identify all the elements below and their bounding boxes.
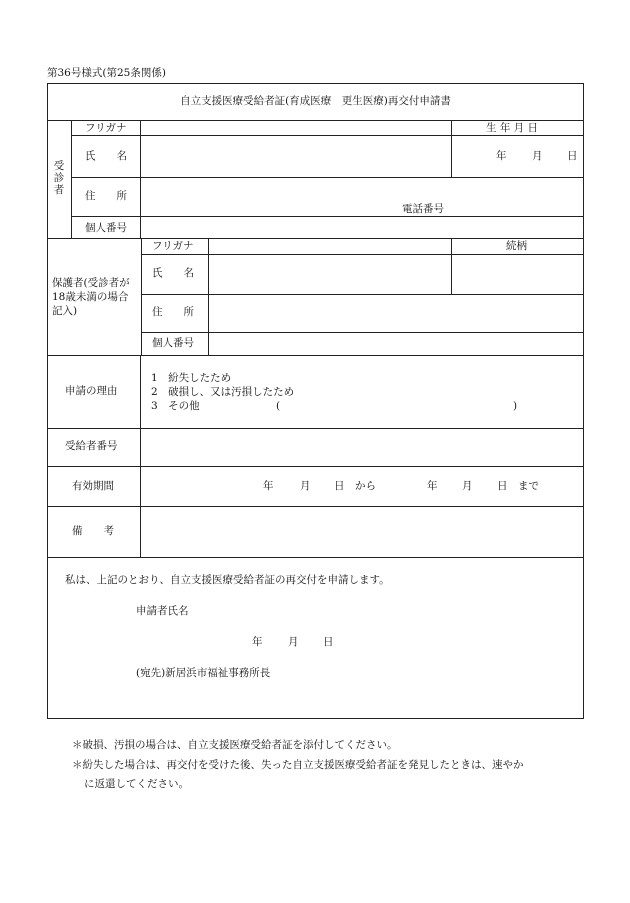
patient-birth-label: 生 年 月 日 bbox=[486, 122, 539, 134]
applicant-name-label: 申請者氏名 bbox=[136, 605, 189, 617]
rule-remarks-bottom bbox=[47, 557, 584, 558]
reason-label: 申請の理由 bbox=[65, 385, 118, 397]
rule-lower-label-divider bbox=[140, 355, 141, 557]
patient-address-label: 住 所 bbox=[85, 190, 127, 202]
validity-label: 有効期間 bbox=[72, 480, 114, 492]
validity-to-year: 年 bbox=[427, 480, 438, 492]
validity-to-month: 月 bbox=[462, 480, 473, 492]
rule-reason-bottom bbox=[47, 428, 584, 429]
rule-birth-divider bbox=[451, 120, 452, 177]
rule-patient-address bbox=[71, 216, 584, 217]
guardian-name-label: 氏 名 bbox=[152, 267, 194, 279]
validity-from-day: 日 から bbox=[334, 480, 376, 492]
declaration-statement: 私は、上記のとおり、自立支援医療受給者証の再交付を申請します。 bbox=[65, 574, 390, 586]
validity-to-day: 日 まで bbox=[497, 480, 539, 492]
patient-phone-label: 電話番号 bbox=[402, 203, 444, 215]
guardian-furigana-label: フリガナ bbox=[152, 240, 194, 252]
rule-patient-name bbox=[71, 177, 584, 178]
rule-patient-label-divider bbox=[140, 120, 141, 238]
rule-relation-divider bbox=[451, 238, 452, 294]
rule-guardian-label-divider bbox=[208, 238, 209, 355]
reason-option-lost: 1 紛失したため bbox=[151, 372, 232, 384]
recipient-number-label: 受給者番号 bbox=[65, 440, 118, 452]
validity-from-year: 年 bbox=[263, 480, 274, 492]
rule-validity-bottom bbox=[47, 506, 584, 507]
validity-from-month: 月 bbox=[300, 480, 311, 492]
patient-mynumber-label: 個人番号 bbox=[85, 222, 127, 234]
patient-birth-year: 年 bbox=[496, 150, 507, 162]
guardian-mynumber-label: 個人番号 bbox=[152, 337, 194, 349]
guardian-group-label: 保護者(受診者が18歳未満の場合記入) bbox=[52, 277, 130, 318]
guardian-relation-label: 続柄 bbox=[506, 240, 527, 252]
form-title: 自立支援医療受給者証(育成医療 更生医療)再交付申請書 bbox=[180, 95, 451, 107]
note-lost-line1: ＊紛失した場合は、再交付を受けた後、失った自立支援医療受給者証を発見したときは、速やか bbox=[72, 759, 524, 771]
form-number: 第36号様式(第25条関係) bbox=[47, 67, 166, 79]
patient-birth-month: 月 bbox=[532, 150, 543, 162]
application-date-day: 日 bbox=[323, 636, 334, 648]
application-date-month: 月 bbox=[288, 636, 299, 648]
remarks-label: 備 考 bbox=[72, 525, 114, 537]
application-date-year: 年 bbox=[252, 636, 263, 648]
rule-guardian-group-divider bbox=[141, 238, 142, 355]
rule-guardian-bottom bbox=[47, 355, 584, 356]
application-form-frame bbox=[47, 83, 584, 719]
rule-recipient-bottom bbox=[47, 466, 584, 467]
guardian-address-label: 住 所 bbox=[152, 306, 194, 318]
reason-other-paren-close: ) bbox=[513, 400, 518, 412]
patient-birth-day: 日 bbox=[567, 150, 578, 162]
rule-title-bottom bbox=[47, 120, 584, 121]
reason-option-other: 3 その他 bbox=[151, 400, 200, 412]
patient-group-label: 受診者 bbox=[53, 160, 65, 197]
rule-patient-group-divider bbox=[71, 120, 72, 238]
patient-name-label: 氏 名 bbox=[85, 150, 127, 162]
rule-patient-furigana bbox=[71, 135, 584, 136]
patient-furigana-label: フリガナ bbox=[85, 122, 127, 134]
reason-option-damaged: 2 破損し、又は汚損したため bbox=[151, 386, 295, 398]
addressee: (宛先)新居浜市福祉事務所長 bbox=[136, 667, 271, 679]
note-damaged: ＊破損、汚損の場合は、自立支援医療受給者証を添付してください。 bbox=[72, 739, 398, 751]
rule-patient-bottom bbox=[47, 238, 584, 239]
note-lost-line2: に返還してください。 bbox=[84, 778, 189, 790]
reason-other-paren-open: ( bbox=[276, 400, 281, 412]
